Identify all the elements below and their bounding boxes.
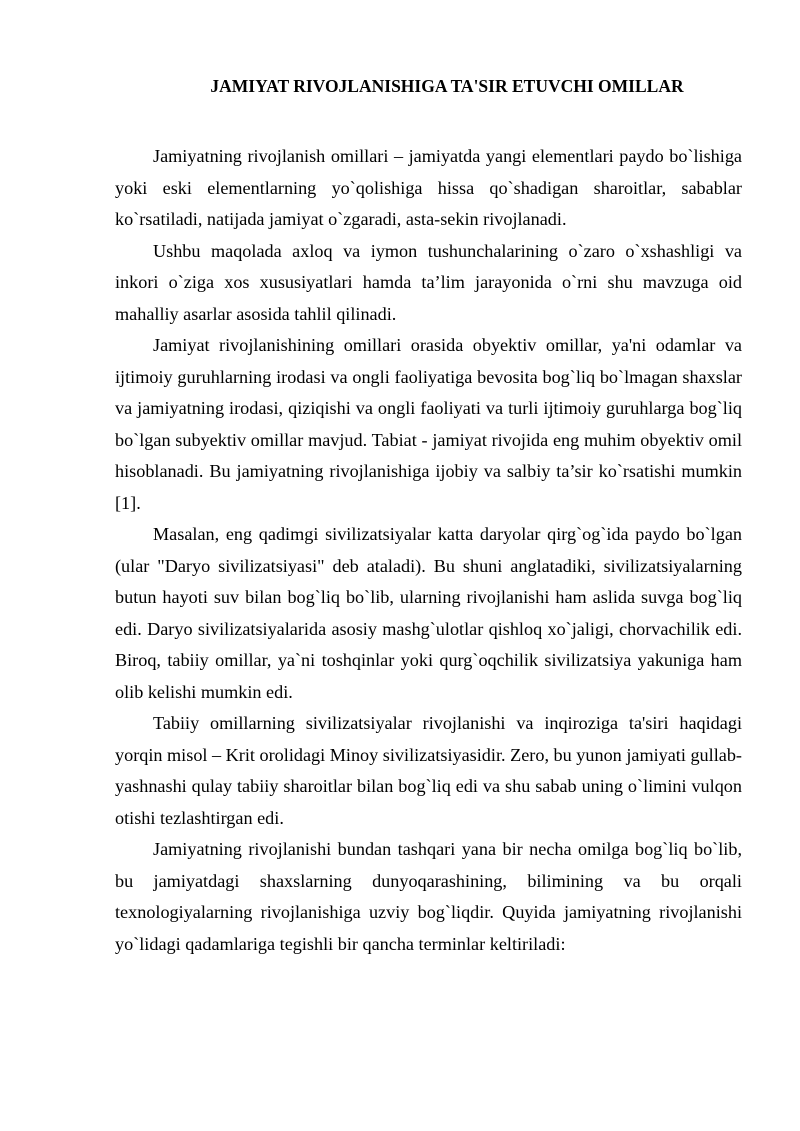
paragraph-6: Jamiyatning rivojlanishi bundan tashqari yana bir necha omilga bog`liq bo`lib, bu jamiyatdagi shaxslarning dunyoqarashining, bilimining va bu orqali texnologiyalarning rivojlanishiga uzviy bog`liqdir. Quyida jamiyatning rivojlanishi yo`lidagi qadamlariga tegishli bir qancha terminlar keltiriladi: — [115, 839, 742, 954]
document-title: JAMIYAT RIVOJLANISHIGA TA'SIR ETUVCHI OMILLAR — [210, 76, 684, 96]
document-body — [115, 141, 742, 960]
paragraph-4: Masalan, eng qadimgi sivilizatsiyalar katta daryolar qirg`og`ida paydo bo`lgan (ular "Daryo sivilizatsiyasi" deb ataladi). Bu shuni anglatadiki, sivilizatsiyalarning butun hayoti suv bilan bog`liq bo`lib, ularning rivojlanishi ham aslida suvga bog`liq edi. Daryo sivilizatsiyalarida asosiy mashg`ulotlar qishloq xo`jaligi, chorvachilik edi. Biroq, tabiiy omillar, ya`ni toshqinlar yoki qurg`oqchilik sivilizatsiya yakuniga ham olib kelishi mumkin edi. — [115, 524, 742, 702]
paragraph-3: Jamiyat rivojlanishining omillari orasida obyektiv omillar, ya'ni odamlar va ijtimoiy guruhlarning irodasi va ongli faoliyatiga bevosita bog`liq bo`lmagan shaxslar va jamiyatning irodasi, qiziqishi va ongli faoliyati va turli ijtimoiy guruhlarga bog`liq bo`lgan subyektiv omillar mavjud. Tabiat - jamiyat rivojida eng muhim obyektiv omil hisoblanadi. Bu jamiyatning rivojlanishiga ijobiy va salbiy ta’sir ko`rsatishi mumkin [1]. — [115, 335, 742, 513]
paragraph-2: Ushbu maqolada axloq va iymon tushunchalarining o`zaro o`xshashligi va inkori o`ziga xos xususiyatlari hamda ta’lim jarayonida o`rni shu mavzuga oid mahalliy asarlar asosida tahlil qilinadi. — [115, 240, 742, 324]
paragraph-1: Jamiyatning rivojlanish omillari – jamiyatda yangi elementlari paydo bo`lishiga yoki eski elementlarning yo`qolishiga hissa qo`shadigan sharoitlar, sabablar ko`rsatiladi, natijada jamiyat o`zgaradi, asta-sekin rivojlanadi. — [115, 146, 742, 229]
paragraph-5: Tabiiy omillarning sivilizatsiyalar rivojlanishi va inqiroziga ta'siri haqidagi yorqin misol – Krit orolidagi Minoy sivilizatsiyasidir. Zero, bu yunon jamiyati gullab-yashnashi qulay tabiiy sharoitlar bilan bog`liq edi va shu sabab uning o`limini vulqon otishi tezlashtirgan edi. — [115, 713, 742, 828]
